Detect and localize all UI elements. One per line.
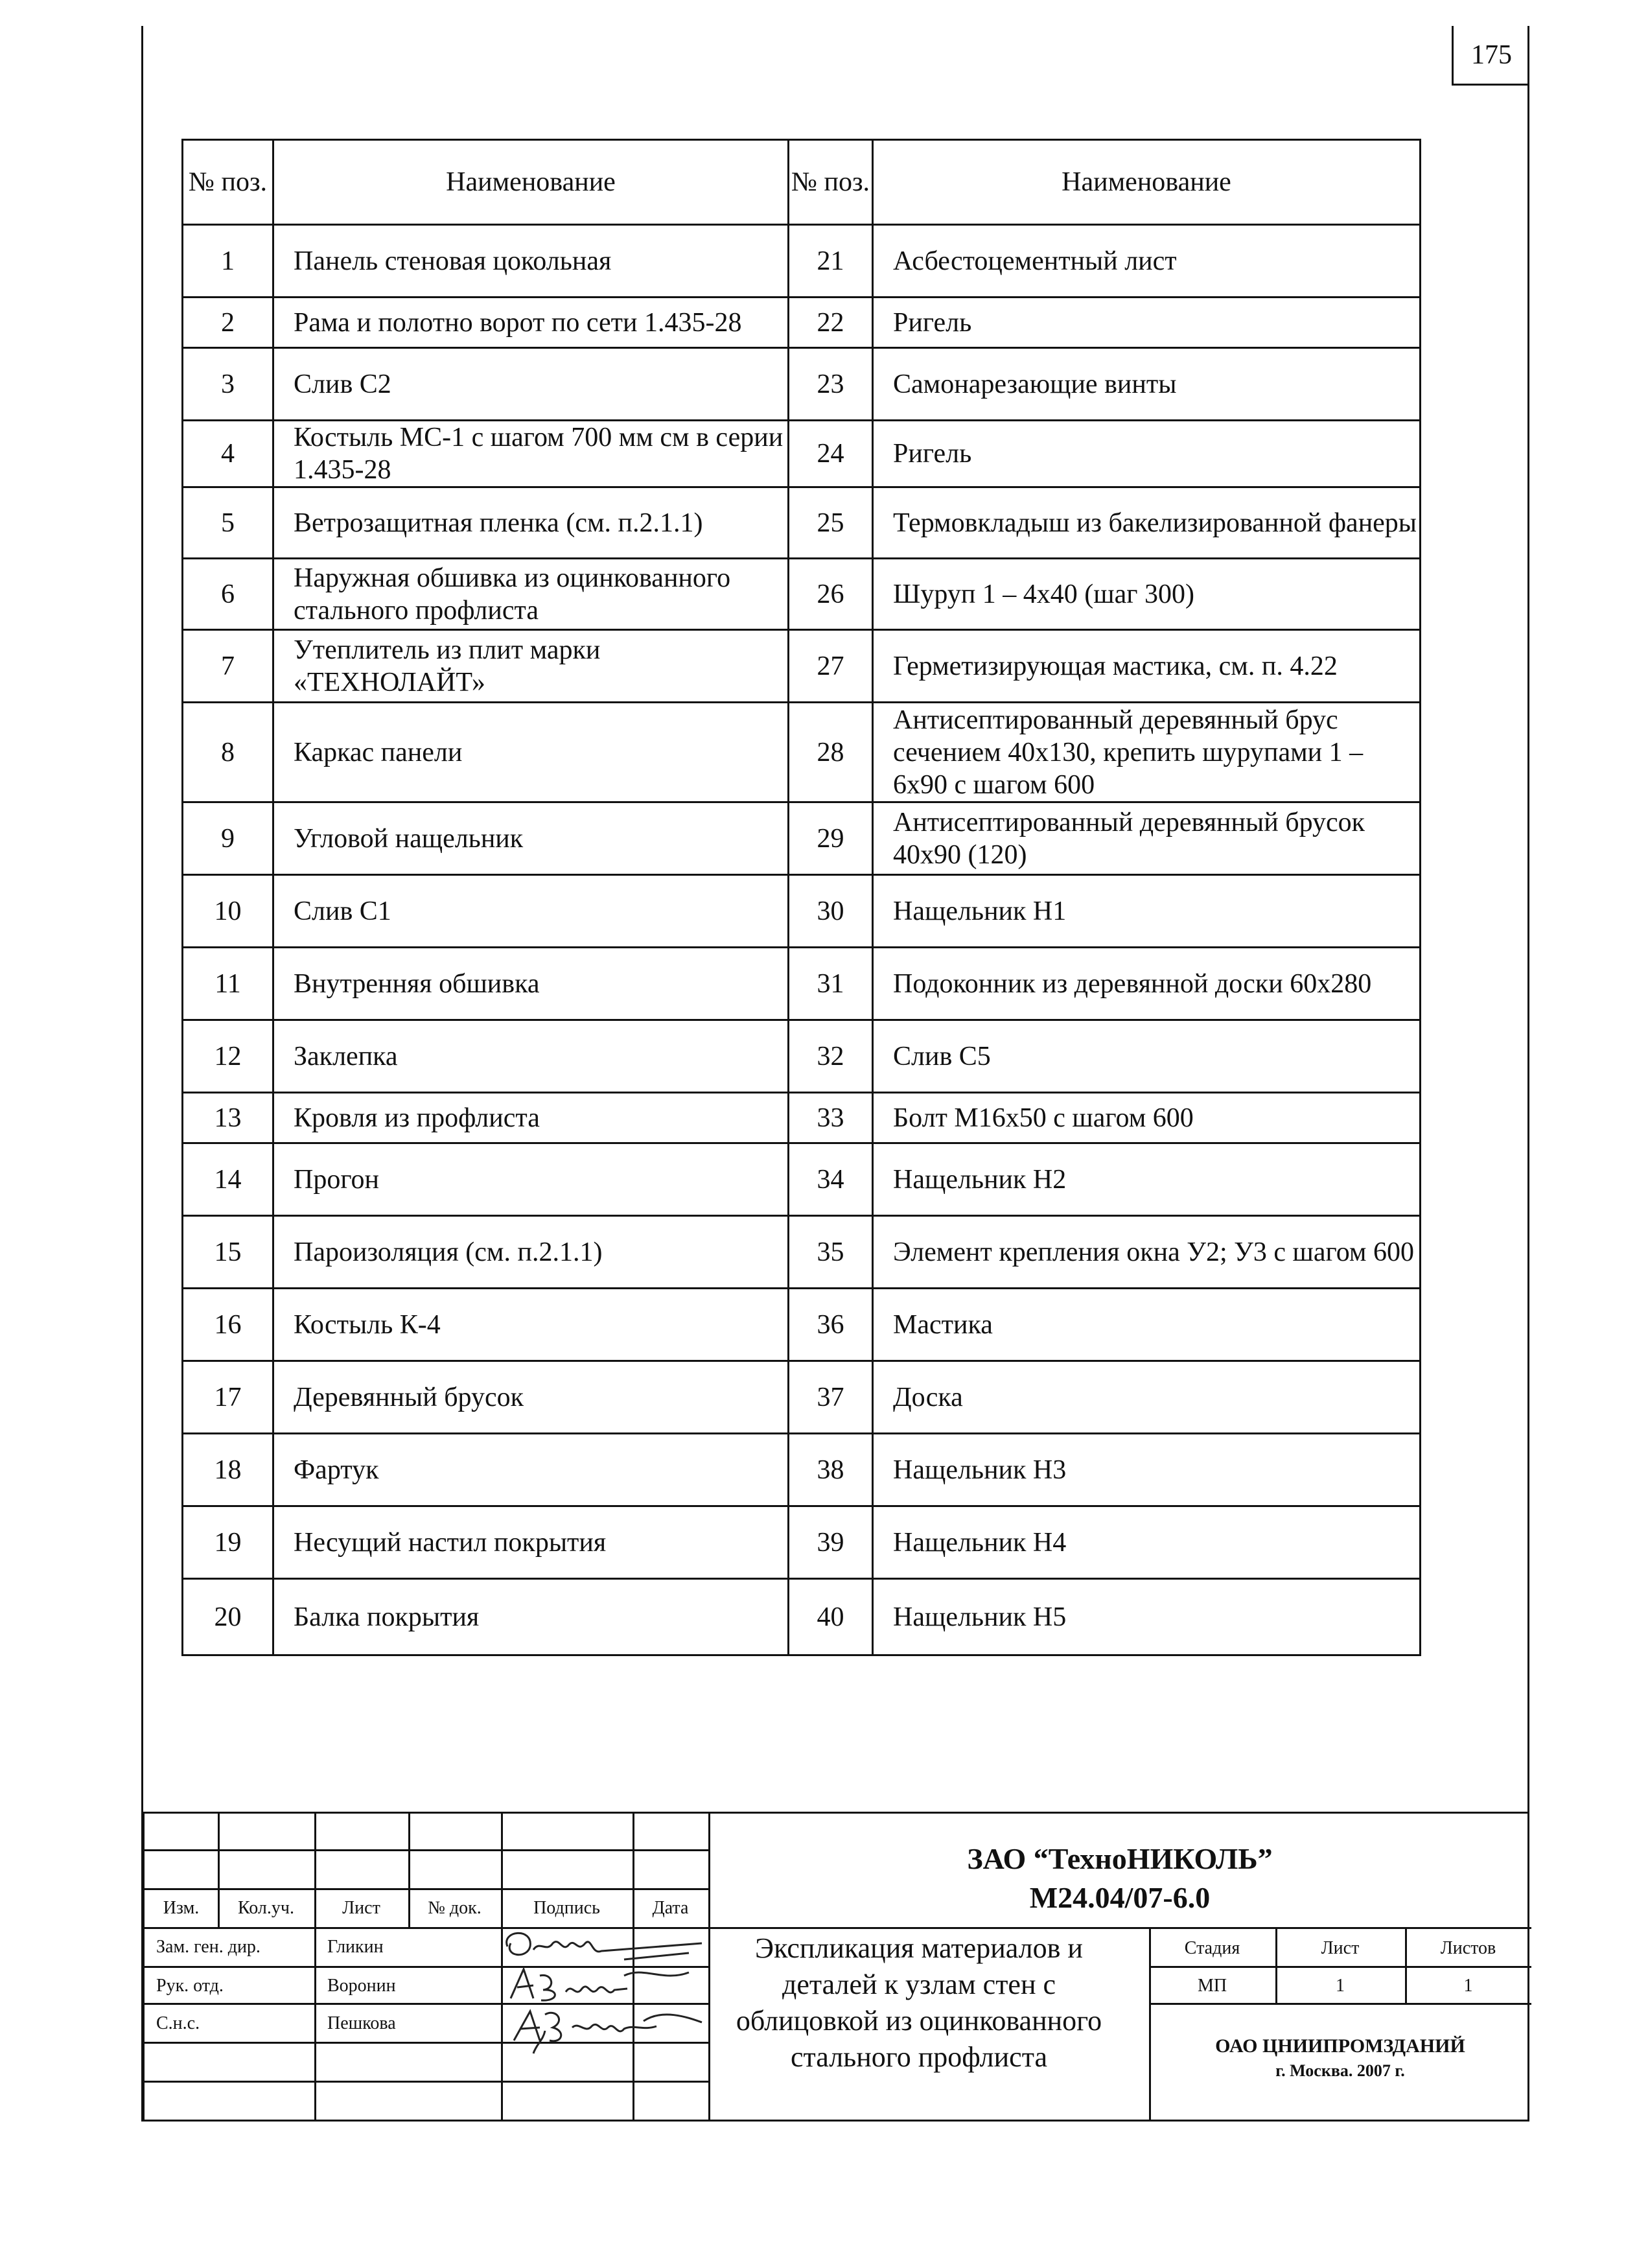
title-block — [143, 1812, 1529, 2122]
stage-label: Стадия — [1184, 1938, 1240, 1958]
row-pos-right: 36 — [789, 1289, 873, 1361]
row-pos-left: 2 — [183, 298, 273, 348]
col-podpis: Подпись — [533, 1898, 600, 1918]
header-pos-2: № поз. — [789, 140, 873, 225]
table-row — [183, 298, 1421, 348]
table-row — [183, 1579, 1421, 1655]
table-header-row — [183, 140, 1421, 225]
stage-value: МП — [1197, 1976, 1227, 1996]
row-name-right: Болт М16х50 с шагом 600 — [873, 1093, 1421, 1143]
row-pos-right: 29 — [789, 802, 873, 875]
row-name-right: Ригель — [873, 298, 1421, 348]
row-pos-left: 15 — [183, 1216, 273, 1289]
row-name-left: Угловой нащельник — [273, 802, 789, 875]
table-row — [183, 875, 1421, 948]
table-row — [183, 630, 1421, 703]
row-pos-left: 16 — [183, 1289, 273, 1361]
row-name-right: Доска — [873, 1361, 1421, 1434]
table-row — [183, 1434, 1421, 1506]
row-pos-left: 6 — [183, 559, 273, 630]
row-pos-left: 13 — [183, 1093, 273, 1143]
row-pos-right: 31 — [789, 948, 873, 1020]
table-row — [183, 1289, 1421, 1361]
col-n-dok: № док. — [428, 1898, 482, 1918]
row-pos-right: 21 — [789, 225, 873, 298]
table-row — [183, 1020, 1421, 1093]
row-name-left: Костыль МС-1 с шагом 700 мм см в серии 1.435-28 — [273, 421, 789, 487]
table-row — [183, 1093, 1421, 1143]
company-title: ЗАО “ТехноНИКОЛЬ” — [967, 1842, 1273, 1875]
row-name-left: Заклепка — [273, 1020, 789, 1093]
name-3: Пешкова — [327, 2013, 396, 2033]
row-name-left: Внутренняя обшивка — [273, 948, 789, 1020]
row-pos-right: 24 — [789, 421, 873, 487]
row-name-left: Деревянный брусок — [273, 1361, 789, 1434]
row-pos-left: 12 — [183, 1020, 273, 1093]
materials-table — [181, 139, 1421, 1656]
row-pos-right: 40 — [789, 1579, 873, 1655]
row-name-left: Балка покрытия — [273, 1579, 789, 1655]
row-name-right: Герметизирующая мастика, см. п. 4.22 — [873, 630, 1421, 703]
document-title: Экспликация материалов и деталей к узлам стен с облицовкой из оцинкованного стального профлиста — [736, 1932, 1102, 2073]
row-name-right: Шуруп 1 – 4х40 (шаг 300) — [873, 559, 1421, 630]
row-pos-left: 14 — [183, 1143, 273, 1216]
row-pos-right: 34 — [789, 1143, 873, 1216]
col-data: Дата — [652, 1898, 689, 1918]
table-row — [183, 948, 1421, 1020]
row-pos-left: 5 — [183, 487, 273, 559]
row-name-left: Ветрозащитная пленка (см. п.2.1.1) — [273, 487, 789, 559]
row-pos-right: 27 — [789, 630, 873, 703]
row-name-right: Нащельник Н3 — [873, 1434, 1421, 1506]
role-1: Зам. ген. дир. — [156, 1937, 261, 1957]
row-name-left: Кровля из профлиста — [273, 1093, 789, 1143]
row-pos-left: 7 — [183, 630, 273, 703]
table-row — [183, 487, 1421, 559]
organization — [1149, 2034, 1531, 2083]
row-name-right: Антисептированный деревянный брус сечением 40х130, крепить шурупами 1 – 6х90 с шагом 600 — [873, 703, 1421, 802]
row-pos-left: 4 — [183, 421, 273, 487]
row-name-left: Слив С1 — [273, 875, 789, 948]
row-name-left: Наружная обшивка из оцинкованного стального профлиста — [273, 559, 789, 630]
table-row — [183, 1143, 1421, 1216]
table-row — [183, 1361, 1421, 1434]
col-izm: Изм. — [163, 1898, 200, 1918]
row-pos-right: 26 — [789, 559, 873, 630]
city-year: г. Москва. 2007 г. — [1275, 2061, 1405, 2080]
sheets-value: 1 — [1463, 1976, 1473, 1996]
row-name-right: Нащельник Н1 — [873, 875, 1421, 948]
row-pos-left: 3 — [183, 348, 273, 421]
row-name-left: Костыль К-4 — [273, 1289, 789, 1361]
row-pos-left: 8 — [183, 703, 273, 802]
col-list: Лист — [342, 1898, 380, 1918]
row-pos-left: 10 — [183, 875, 273, 948]
page-number: 175 — [1452, 26, 1529, 86]
row-pos-right: 22 — [789, 298, 873, 348]
row-pos-right: 30 — [789, 875, 873, 948]
row-name-right: Мастика — [873, 1289, 1421, 1361]
table-row — [183, 802, 1421, 875]
row-name-right: Нащельник Н4 — [873, 1506, 1421, 1579]
row-pos-right: 39 — [789, 1506, 873, 1579]
row-pos-left: 11 — [183, 948, 273, 1020]
document-code: М24.04/07-6.0 — [1029, 1881, 1211, 1914]
row-name-right: Самонарезающие винты — [873, 348, 1421, 421]
row-name-right: Элемент крепления окна У2; У3 с шагом 600 — [873, 1216, 1421, 1289]
organization-name: ОАО ЦНИИПРОМЗДАНИЙ — [1215, 2035, 1465, 2057]
row-name-left: Несущий настил покрытия — [273, 1506, 789, 1579]
role-2: Рук. отд. — [156, 1976, 224, 1996]
table-row — [183, 225, 1421, 298]
sheet-value: 1 — [1336, 1976, 1345, 1996]
row-name-right: Ригель — [873, 421, 1421, 487]
row-pos-right: 35 — [789, 1216, 873, 1289]
row-pos-right: 25 — [789, 487, 873, 559]
row-name-right: Нащельник Н2 — [873, 1143, 1421, 1216]
header-name-2: Наименование — [873, 140, 1421, 225]
row-name-left: Утеплитель из плит марки «ТЕХНОЛАЙТ» — [273, 630, 789, 703]
row-name-left: Панель стеновая цокольная — [273, 225, 789, 298]
table-row — [183, 348, 1421, 421]
frame-left-line — [141, 26, 143, 2122]
signature-3 — [494, 2002, 708, 2060]
sheets-label: Листов — [1440, 1938, 1496, 1958]
table-row — [183, 421, 1421, 487]
row-pos-left: 1 — [183, 225, 273, 298]
frame-right-line — [1527, 26, 1529, 2122]
row-pos-right: 38 — [789, 1434, 873, 1506]
row-pos-right: 28 — [789, 703, 873, 802]
table-row — [183, 1216, 1421, 1289]
row-name-left: Слив С2 — [273, 348, 789, 421]
sheet-label: Лист — [1321, 1938, 1360, 1958]
row-name-left: Рама и полотно ворот по сети 1.435-28 — [273, 298, 789, 348]
row-name-right: Нащельник Н5 — [873, 1579, 1421, 1655]
col-kol-uch: Кол.уч. — [238, 1898, 294, 1918]
name-2: Воронин — [327, 1976, 396, 1996]
row-pos-left: 18 — [183, 1434, 273, 1506]
role-3: С.н.с. — [156, 2013, 200, 2033]
table-row — [183, 1506, 1421, 1579]
row-pos-right: 32 — [789, 1020, 873, 1093]
row-name-left: Каркас панели — [273, 703, 789, 802]
row-name-right: Подоконник из деревянной доски 60х280 — [873, 948, 1421, 1020]
row-name-left: Прогон — [273, 1143, 789, 1216]
row-pos-left: 17 — [183, 1361, 273, 1434]
name-1: Гликин — [327, 1937, 384, 1957]
company-name — [708, 1840, 1531, 1917]
row-name-left: Пароизоляция (см. п.2.1.1) — [273, 1216, 789, 1289]
row-pos-left: 19 — [183, 1506, 273, 1579]
table-row — [183, 559, 1421, 630]
row-pos-left: 9 — [183, 802, 273, 875]
row-name-right: Слив С5 — [873, 1020, 1421, 1093]
row-pos-right: 37 — [789, 1361, 873, 1434]
row-pos-left: 20 — [183, 1579, 273, 1655]
header-name: Наименование — [273, 140, 789, 225]
header-pos: № поз. — [183, 140, 273, 225]
row-pos-right: 33 — [789, 1093, 873, 1143]
row-name-right: Антисептированный деревянный брусок 40х90 (120) — [873, 802, 1421, 875]
table-row — [183, 703, 1421, 802]
row-name-left: Фартук — [273, 1434, 789, 1506]
row-name-right: Асбестоцементный лист — [873, 225, 1421, 298]
row-name-right: Термовкладыш из бакелизированной фанеры — [873, 487, 1421, 559]
row-pos-right: 23 — [789, 348, 873, 421]
